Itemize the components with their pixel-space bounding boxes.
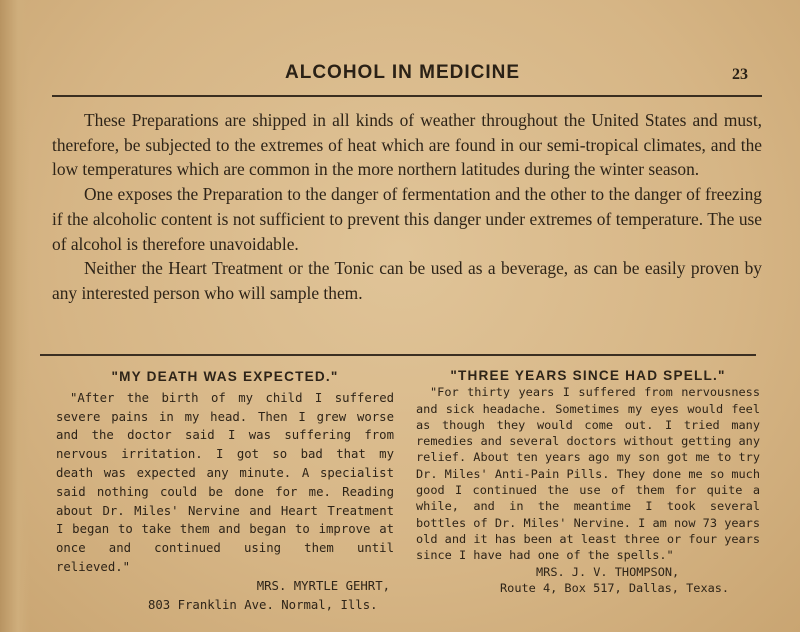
paragraph: Neither the Heart Treatment or the Tonic can be used as a beverage, as can be easily proven by any interested person who will sample them. [52,258,762,303]
section-divider [40,354,756,356]
testimonial-left [56,368,394,614]
testimonial-address: 803 Franklin Ave. Normal, Ills. [148,597,378,612]
testimonial-signature: MRS. MYRTLE GEHRT, [256,578,390,593]
page-header [60,62,760,92]
page-number: 23 [732,66,748,83]
testimonial-heading: "THREE YEARS SINCE HAD SPELL." [450,368,726,383]
testimonial-heading: "MY DEATH WAS EXPECTED." [111,369,339,384]
paragraph: These Preparations are shipped in all kinds of weather throughout the United States and must, therefore, be subjected to the extremes of heat which are found in our semi-tropical climates, and the low temperatures which are common in the more northern latitudes during the winter season. [52,110,762,180]
page-edge-shadow [0,0,30,632]
testimonial-body: "After the birth of my child I suffered severe pains in my head. Then I grew worse and the doctor said I was suffering from nervous irritation. I got so bad that my death was expected any minute. A specialist said nothing could be done for me. Reading about Dr. Miles' Nervine and Heart Treatment I began to take them and began to improve at once and continued using them until relieved." [56,390,394,574]
header-rule [52,95,762,97]
main-text [52,108,762,306]
running-title: ALCOHOL IN MEDICINE [285,62,521,83]
testimonial-signature: MRS. J. V. THOMPSON, [536,564,680,579]
testimonial-address: Route 4, Box 517, Dallas, Texas. [500,580,730,595]
testimonial-right [416,368,760,596]
testimonial-body: "For thirty years I suffered from nervousness and sick headache. Sometimes my eyes would feel as though they would come out. I tried many remedies and several doctors without getting any relief. About ten years ago my son got me to try Dr. Miles' Anti-Pain Pills. They done me so much good I continued the use of them for quite a while, and in the meantime I took several bottles of Dr. Miles' Nervine. I am now 73 years old and it has been at least three or four years since I have had one of the spells." [416,385,760,563]
paragraph: One exposes the Preparation to the danger of fermentation and the other to the danger of freezing if the alcoholic content is not sufficient to prevent this danger under extremes of temperature. The use of alcohol is therefore unavoidable. [52,184,762,254]
